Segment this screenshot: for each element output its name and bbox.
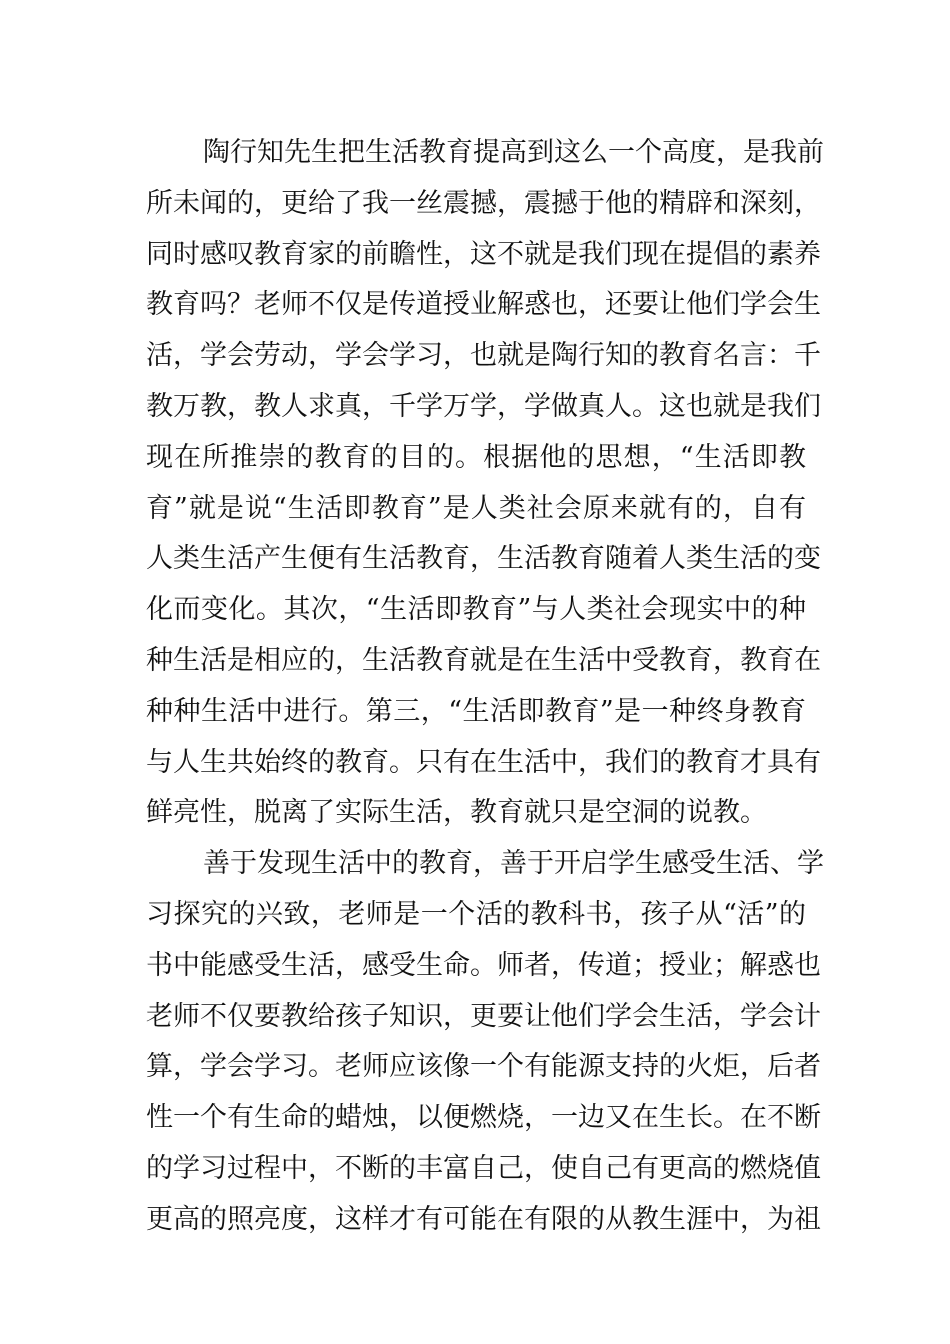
paragraph-1-line-14: 鲜亮性，脱离了实际生活，教育就只是空洞的说教。 xyxy=(146,797,767,829)
paragraph-1-line-5: 活，学会劳动，学会学习，也就是陶行知的教育名言：千 xyxy=(146,340,821,372)
paragraph-1-line-3: 同时感叹教育家的前瞻性，这不就是我们现在提倡的素养 xyxy=(146,238,821,270)
paragraph-1-line-10: 化而变化。其次，“生活即教育”与人类社会现实中的种 xyxy=(146,594,806,626)
paragraph-2-line-5: 算，学会学习。老师应该像一个有能源支持的火炬，后者 xyxy=(146,1051,821,1083)
paragraph-2-line-4: 老师不仅要教给孩子知识，更要让他们学会生活，学会计 xyxy=(146,1000,821,1032)
paragraph-1-line-9: 人类生活产生便有生活教育，生活教育随着人类生活的变 xyxy=(146,543,821,575)
paragraph-2-line-6: 性一个有生命的蜡烛，以便燃烧，一边又在生长。在不断 xyxy=(146,1102,821,1134)
paragraph-2-line-1: 善于发现生活中的教育，善于开启学生感受生活、学 xyxy=(203,848,824,880)
paragraph-1-line-7: 现在所推崇的教育的目的。根据他的思想，“生活即教 xyxy=(146,441,806,473)
body-text xyxy=(146,128,824,1246)
paragraph-1-line-6: 教万教，教人求真，千学万学，学做真人。这也就是我们 xyxy=(146,390,821,422)
paragraph-1-line-4: 教育吗？老师不仅是传道授业解惑也，还要让他们学会生 xyxy=(146,289,821,321)
paragraph-1-line-13: 与人生共始终的教育。只有在生活中，我们的教育才具有 xyxy=(146,746,821,778)
paragraph-2-line-8: 更高的照亮度，这样才有可能在有限的从教生涯中，为祖 xyxy=(146,1203,821,1235)
paragraph-1-line-12: 种种生活中进行。第三，“生活即教育”是一种终身教育 xyxy=(146,695,806,727)
paragraph-2-line-7: 的学习过程中，不断的丰富自己，使自己有更高的燃烧值 xyxy=(146,1152,821,1184)
paragraph-1-line-1: 陶行知先生把生活教育提高到这么一个高度，是我前 xyxy=(203,137,824,168)
paragraph-1-line-11: 种生活是相应的，生活教育就是在生活中受教育，教育在 xyxy=(146,644,821,676)
paragraph-1-line-2: 所未闻的，更给了我一丝震撼，震撼于他的精辟和深刻， xyxy=(146,187,821,219)
paragraph-2-line-2: 习探究的兴致，老师是一个活的教科书，孩子从“活”的 xyxy=(146,898,806,930)
paragraph-2-line-3: 书中能感受生活，感受生命。师者，传道；授业；解惑也 xyxy=(146,949,821,981)
paragraph-1-line-8: 育”就是说“生活即教育”是人类社会原来就有的，自有 xyxy=(146,492,806,524)
